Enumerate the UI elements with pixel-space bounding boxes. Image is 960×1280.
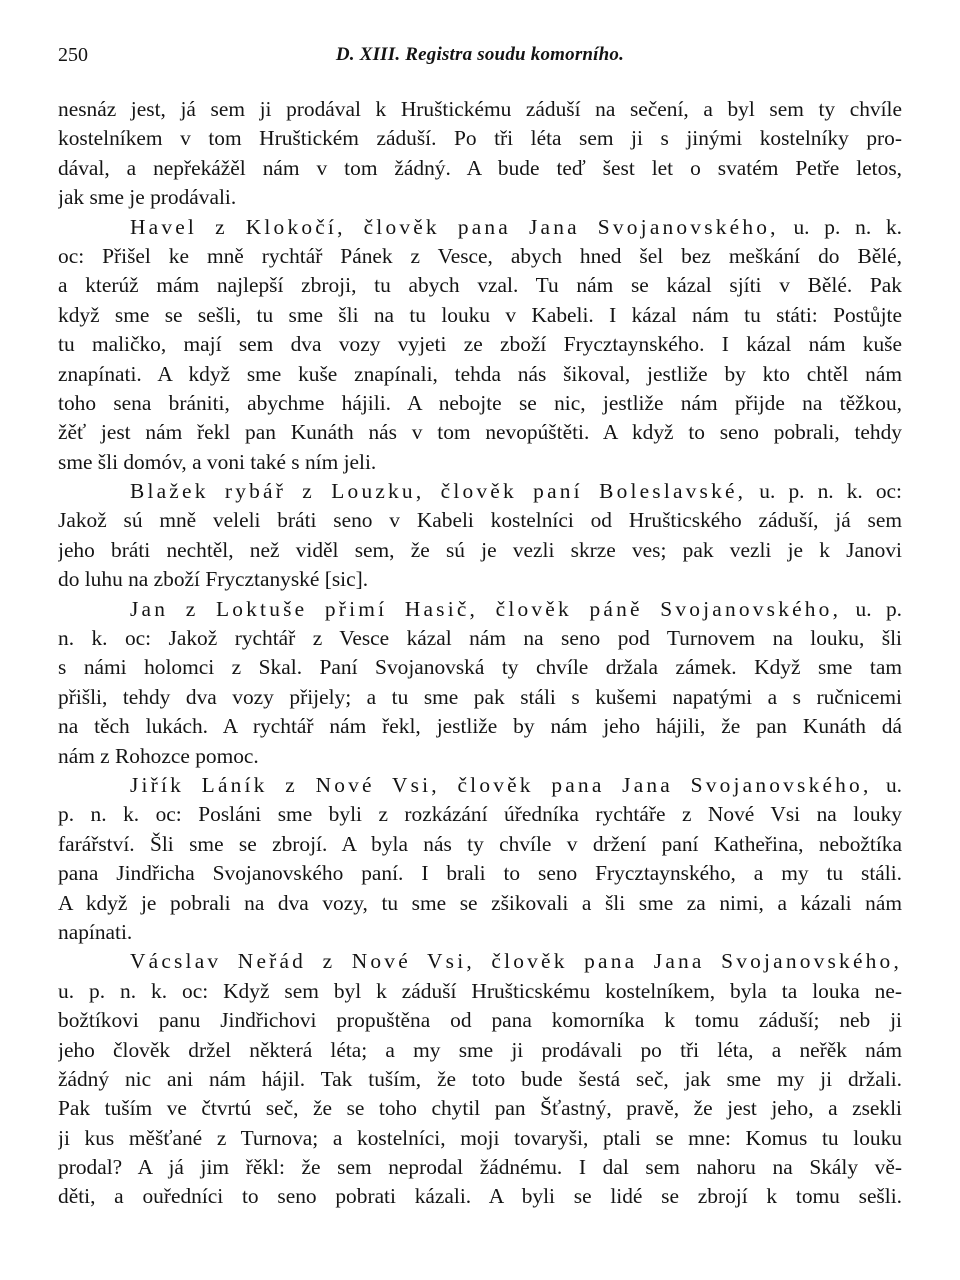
- text-span: nám z Rohozce pomoc.: [58, 743, 259, 768]
- text-span: žádný nic ani nám hájil. Tak tuším, že toto bude šestá seč, jak sme my ji držali.: [58, 1066, 902, 1091]
- text-line: [58, 1124, 902, 1153]
- text-span: do luhu na zboží Frycztanyské [sic].: [58, 567, 369, 592]
- text-span: A když je pobrali na dva vozy, tu sme se zšikovali a šli sme za nimi, a kázali nám: [58, 890, 902, 915]
- text-line: [58, 330, 902, 359]
- text-line: [58, 506, 902, 535]
- text-span: p. n. k. oc: Posláni sme byli z rozkázání úředníka rychtáře z Nové Vsi na louky: [58, 802, 902, 827]
- deposition-heading-line: [58, 595, 902, 624]
- text-span: toho sena brániti, abychme hájili. A nebojte se nic, jestliže nám přijde na těžkou,: [58, 390, 902, 415]
- text-line: [58, 271, 902, 300]
- text-span: přišli, tehdy dva vozy přijely; a tu sme pak stáli s kušemi napatými a s ručnicemi: [58, 684, 902, 709]
- running-title: D. XIII. Registra soudu komorního.: [335, 44, 625, 65]
- witness-name: Jiřík Láník z Nové Vsi, člověk pana Jana Svojanovského,: [130, 772, 872, 797]
- text-line: [58, 301, 902, 330]
- text-span: pana Jindřicha Svojanovského paní. I brali to seno Frycztaynského, a my tu stáli.: [58, 861, 902, 886]
- text-span: ji kus měšťané z Turnova; a kostelníci, moji tovaryši, ptali se mne: Komus tu louku: [58, 1125, 902, 1150]
- text-span: znapínati. A když sme kuše znapínali, tehda nás šikoval, jestliže by kto chtěl nám: [58, 361, 902, 386]
- text-span: nesnáz jest, já sem ji prodával k Hruštickému záduší na sečení, a byl sem ty chvíle: [58, 97, 902, 121]
- text-span: na těch lukách. A rychtář nám řekl, jestliže by nám jeho hájili, že pan Kunáth dá: [58, 714, 902, 739]
- text-line: [58, 183, 902, 212]
- deposition-heading-line: [58, 771, 902, 800]
- text-line: [58, 683, 902, 712]
- text-line: [58, 1094, 902, 1123]
- text-line: [58, 124, 902, 153]
- page-header: [58, 44, 902, 74]
- text-span: prodal? A já jim řěkl: že sem neprodal žádnému. I dal sem nahoru na Skály vě-: [58, 1155, 902, 1180]
- text-line: [58, 742, 902, 771]
- text-span: napínati.: [58, 919, 133, 944]
- text-span: božtíkovi panu Jindřichovi propuštěna od pana komorníka k tomu záduší; neb ji: [58, 1008, 902, 1033]
- text-span: u. p. n. k. oc:: [746, 479, 902, 504]
- text-line: [58, 977, 902, 1006]
- text-span: kostelníkem v tom Hruštickém záduší. Po tři léta sem ji s jinými kostelníky pro-: [58, 126, 902, 151]
- text-span: u. p. n. k. oc: Když sem byl k záduší Hrušticskému kostelníkem, byla ta louka ne-: [58, 978, 902, 1003]
- page-number: 250: [58, 44, 88, 66]
- text-line: [58, 565, 902, 594]
- text-line: [58, 360, 902, 389]
- text-span: dával, a nepřekážěl nám v tom žádný. A bude teď šest let o svatém Petře letos,: [58, 155, 902, 180]
- text-span: u. p. n. k.: [778, 214, 902, 239]
- text-line: [58, 154, 902, 183]
- text-line: [58, 918, 902, 947]
- text-line: [58, 653, 902, 682]
- text-line: [58, 1065, 902, 1094]
- text-line: [58, 712, 902, 741]
- witness-name: Vácslav Neřád z Nové Vsi, člověk pana Jana Svojanovského,: [130, 949, 902, 974]
- text-line: [58, 1036, 902, 1065]
- text-span: jeho člověk držel některá léta; a my sme ji prodávali po tři léta, a neřěk nám: [58, 1037, 902, 1062]
- text-line: [58, 1153, 902, 1182]
- text-span: Jakož sú mně veleli bráti seno v Kabeli kostelníci od Hrušticského záduší, já sem: [58, 508, 902, 533]
- text-line: [58, 830, 902, 859]
- text-span: a kterúž mám najlepší zbroji, tu abych vzal. Tu nám se kázal sjíti v Bělé. Pak: [58, 273, 902, 298]
- body-text: [58, 95, 902, 1212]
- text-line: [58, 389, 902, 418]
- text-line: [58, 242, 902, 271]
- text-span: žěť jest nám řekl pan Kunáth nás v tom nevopúštěti. A když to seno pobrali, tehdy: [58, 420, 902, 445]
- text-span: jak sme je prodávali.: [58, 185, 237, 210]
- deposition-heading-line: [58, 477, 902, 506]
- deposition-heading-line: [58, 947, 902, 976]
- text-line: [58, 1182, 902, 1211]
- text-span: když sme se sešli, tu sme šli na tu louku v Kabeli. I kázal nám tu státi: Postůjte: [58, 302, 902, 327]
- text-line: [58, 889, 902, 918]
- text-span: Pak tuším ve čtvrtú seč, že se toho chytil pan Šťastný, pravě, že jest jeho, a zsekli: [58, 1096, 902, 1121]
- text-line: [58, 95, 902, 124]
- text-span: s námi holomci z Skal. Paní Svojanovská ty chvíle držala zámek. Když sme tam: [58, 655, 902, 680]
- text-span: sme šli domóv, a voni také s ním jeli.: [58, 449, 377, 474]
- text-line: [58, 859, 902, 888]
- text-span: oc: Přišel ke mně rychtář Pánek z Vesce, abych hned šel bez meškání do Bělé,: [58, 243, 902, 268]
- text-line: [58, 1006, 902, 1035]
- text-span: jeho bráti nechtěl, než viděl sem, že sú je vezli skrze ves; pak vezli je k Janovi: [58, 537, 902, 562]
- text-line: [58, 536, 902, 565]
- text-span: děti, a ouředníci to seno pobrati kázali. A byli se lidé se zbrojí k tomu sešli.: [58, 1184, 902, 1209]
- text-span: n. k. oc: Jakož rychtář z Vesce kázal nám na seno pod Turnovem na louku, šli: [58, 626, 902, 651]
- text-span: farářství. Šli sme se zbrojí. A byla nás ty chvíle v držení paní Katheřina, nebožtíka: [58, 831, 902, 856]
- witness-name: Havel z Klokočí, člověk pana Jana Svojanovského,: [130, 214, 779, 239]
- text-line: [58, 448, 902, 477]
- witness-name: Blažek rybář z Louzku, člověk paní Boleslavské,: [130, 479, 747, 504]
- text-span: u. p.: [841, 596, 902, 621]
- text-span: u.: [871, 772, 902, 797]
- text-line: [58, 800, 902, 829]
- deposition-heading-line: [58, 213, 902, 242]
- text-line: [58, 418, 902, 447]
- witness-name: Jan z Loktuše přimí Hasič, člověk páně Svojanovského,: [130, 596, 842, 621]
- text-line: [58, 624, 902, 653]
- text-span: tu maličko, mají sem dva vozy vyjeti ze zboží Frycztaynského. I kázal nám kuše: [58, 332, 902, 357]
